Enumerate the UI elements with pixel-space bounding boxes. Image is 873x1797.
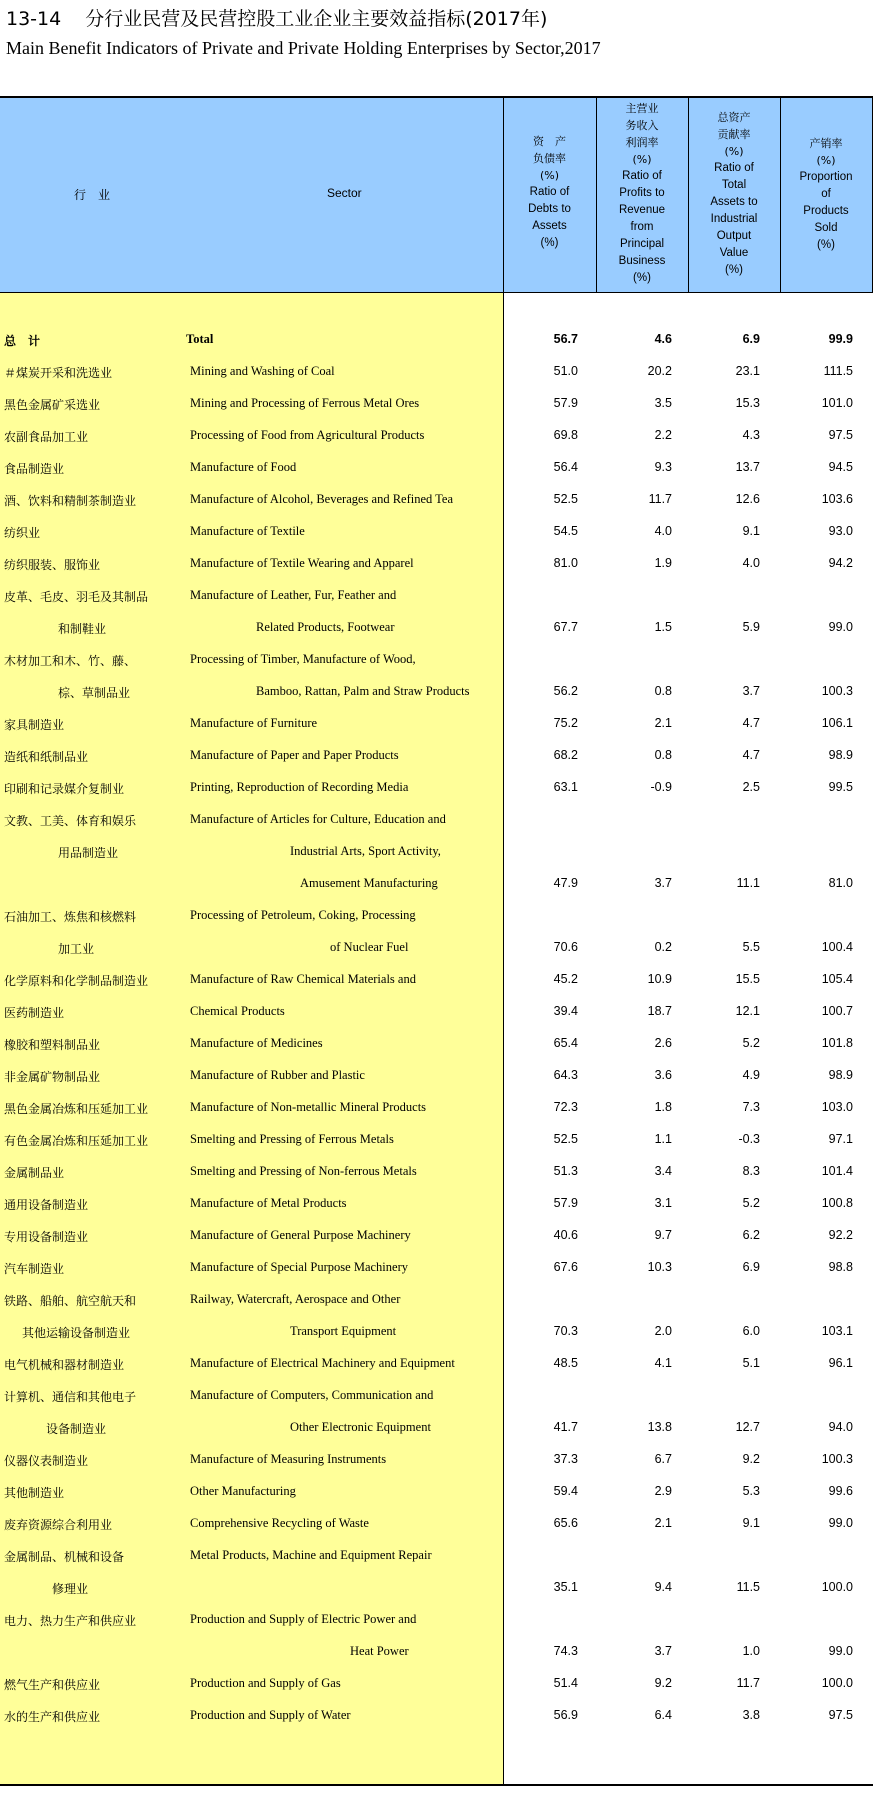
value-cell: 98.9 bbox=[828, 748, 853, 762]
value-cell: 4.1 bbox=[654, 1356, 672, 1370]
sector-name-en: Mining and Washing of Coal bbox=[190, 364, 335, 378]
industry-name-zh: 电力、热力生产和供应业 bbox=[4, 1614, 137, 1628]
value-cell: 0.2 bbox=[654, 940, 672, 954]
value-cell: 12.1 bbox=[735, 1004, 760, 1018]
value-cell: 5.5 bbox=[742, 940, 760, 954]
value-cell: 57.9 bbox=[553, 396, 578, 410]
sector-name-en: Manufacture of Leather, Fur, Feather and bbox=[190, 588, 397, 602]
value-cell: 2.0 bbox=[654, 1324, 672, 1338]
sector-name-en: Manufacture of Measuring Instruments bbox=[190, 1452, 387, 1466]
header-col-zh: 资 产 负债率 (%) bbox=[533, 135, 566, 182]
value-cell: 2.1 bbox=[654, 716, 672, 730]
value-cell: 4.0 bbox=[742, 556, 760, 570]
header-col-zh: 总资产 贡献率 (%) bbox=[717, 111, 751, 158]
header-col-debt-ratio bbox=[503, 133, 596, 252]
industry-name-zh: 医药制造业 bbox=[4, 1006, 65, 1020]
sector-name-en: Manufacture of Metal Products bbox=[190, 1196, 347, 1210]
value-cell: 56.9 bbox=[553, 1708, 578, 1722]
value-cell: 11.5 bbox=[736, 1580, 760, 1594]
value-cell: 2.9 bbox=[654, 1484, 672, 1498]
sector-name-en: Related Products, Footwear bbox=[256, 620, 395, 634]
header-col-zh: 产销率 (%) bbox=[809, 137, 843, 167]
sector-name-en: Smelting and Pressing of Non-ferrous Metals bbox=[190, 1164, 417, 1178]
value-cell: 51.4 bbox=[553, 1676, 578, 1690]
value-cell: 97.5 bbox=[828, 428, 853, 442]
industry-name-zh: 铁路、船舶、航空航天和 bbox=[4, 1294, 137, 1308]
value-cell: 4.3 bbox=[742, 428, 760, 442]
value-cell: 4.7 bbox=[742, 748, 760, 762]
sector-name-en: Manufacture of Furniture bbox=[190, 716, 318, 730]
value-cell: 10.9 bbox=[647, 972, 672, 986]
value-cell: 5.3 bbox=[742, 1484, 760, 1498]
sector-name-en: Processing of Petroleum, Coking, Processing bbox=[190, 908, 416, 922]
industry-name-zh: 橡胶和塑料制品业 bbox=[4, 1038, 101, 1052]
sector-name-en: Manufacture of Medicines bbox=[190, 1036, 323, 1050]
industry-name-zh: 通用设备制造业 bbox=[4, 1198, 89, 1212]
value-cell: 3.6 bbox=[654, 1068, 672, 1082]
value-cell: 4.6 bbox=[654, 332, 672, 346]
sector-name-en: Manufacture of Textile Wearing and Apparel bbox=[190, 556, 414, 570]
sector-name-en: Bamboo, Rattan, Palm and Straw Products bbox=[256, 684, 470, 698]
value-cell: 63.1 bbox=[553, 780, 578, 794]
industry-name-zh: 计算机、通信和其他电子 bbox=[4, 1390, 137, 1404]
value-cell: 75.2 bbox=[553, 716, 578, 730]
value-cell: 81.0 bbox=[553, 556, 578, 570]
value-cell: 1.1 bbox=[654, 1132, 672, 1146]
value-cell: 13.7 bbox=[735, 460, 760, 474]
sector-name-en: Comprehensive Recycling of Waste bbox=[190, 1516, 369, 1530]
sector-name-en: Manufacture of Textile bbox=[190, 524, 305, 538]
value-cell: 15.5 bbox=[735, 972, 760, 986]
industry-name-zh: 皮革、毛皮、羽毛及其制品 bbox=[4, 590, 149, 604]
value-cell: 41.7 bbox=[553, 1420, 578, 1434]
value-cell: 3.1 bbox=[654, 1196, 672, 1210]
sector-name-en: Processing of Food from Agricultural Products bbox=[190, 428, 425, 442]
industry-name-zh: 和制鞋业 bbox=[58, 622, 107, 636]
value-cell: 40.6 bbox=[553, 1228, 578, 1242]
sector-name-en: Manufacture of Alcohol, Beverages and Refined Tea bbox=[190, 492, 454, 506]
value-cell: 18.7 bbox=[647, 1004, 672, 1018]
header-col-en: Proportion of Products Sold (%) bbox=[799, 171, 853, 251]
header-col-en: Ratio of Debts to Assets (%) bbox=[528, 186, 571, 249]
value-cell: 93.0 bbox=[828, 524, 853, 538]
industry-name-zh: 家具制造业 bbox=[4, 718, 65, 732]
industry-name-zh: 印刷和记录媒介复制业 bbox=[4, 782, 125, 796]
value-cell: 99.0 bbox=[828, 620, 853, 634]
value-cell: 103.1 bbox=[821, 1324, 853, 1338]
table-title-en: Main Benefit Indicators of Private and Private Holding Enterprises by Sector,2017 bbox=[6, 38, 601, 58]
value-cell: 70.3 bbox=[553, 1324, 578, 1338]
value-cell: 103.0 bbox=[821, 1100, 853, 1114]
value-cell: 99.6 bbox=[828, 1484, 853, 1498]
value-cell: 7.3 bbox=[742, 1100, 760, 1114]
value-cell: 0.8 bbox=[654, 748, 672, 762]
value-cell: 57.9 bbox=[553, 1196, 578, 1210]
sector-name-en: Railway, Watercraft, Aerospace and Other bbox=[190, 1292, 401, 1306]
header-col-en: Ratio of Total Assets to Industrial Output Value (%) bbox=[710, 162, 758, 276]
value-cell: 100.8 bbox=[821, 1196, 853, 1210]
value-cell: 100.0 bbox=[821, 1580, 853, 1594]
industry-name-zh: 设备制造业 bbox=[46, 1422, 107, 1436]
industry-name-zh: 废弃资源综合利用业 bbox=[4, 1518, 113, 1532]
industry-name-zh: 纺织服装、服饰业 bbox=[4, 558, 101, 572]
sector-name-en: Manufacture of Food bbox=[190, 460, 297, 474]
header-col-profit-ratio bbox=[596, 100, 688, 287]
value-cell: 111.5 bbox=[823, 364, 853, 378]
value-cell: 67.6 bbox=[553, 1260, 578, 1274]
value-cell: 9.7 bbox=[654, 1228, 672, 1242]
value-cell: 9.1 bbox=[742, 1516, 760, 1530]
value-cell: 64.3 bbox=[553, 1068, 578, 1082]
value-cell: 99.0 bbox=[828, 1644, 853, 1658]
value-cell: 48.5 bbox=[553, 1356, 578, 1370]
value-cell: 54.5 bbox=[553, 524, 578, 538]
sector-name-en: Amusement Manufacturing bbox=[300, 876, 438, 890]
industry-name-zh: 专用设备制造业 bbox=[4, 1230, 89, 1244]
sector-name-en: Manufacture of Computers, Communication and bbox=[190, 1388, 434, 1402]
value-cell: 13.8 bbox=[647, 1420, 672, 1434]
value-cell: 9.2 bbox=[742, 1452, 760, 1466]
header-industry-zh: 行 业 bbox=[74, 188, 111, 202]
sector-name-en: Production and Supply of Gas bbox=[190, 1676, 341, 1690]
value-cell: 6.7 bbox=[654, 1452, 672, 1466]
industry-name-zh: 用品制造业 bbox=[58, 846, 119, 860]
value-cell: 56.7 bbox=[553, 332, 578, 346]
sector-name-en: Industrial Arts, Sport Activity, bbox=[290, 844, 441, 858]
value-cell: 37.3 bbox=[553, 1452, 578, 1466]
value-cell: 4.0 bbox=[654, 524, 672, 538]
value-cell: 3.7 bbox=[742, 684, 760, 698]
industry-name-zh: 石油加工、炼焦和核燃料 bbox=[4, 910, 137, 924]
industry-name-zh: 酒、饮料和精制茶制造业 bbox=[4, 494, 137, 508]
value-cell: 3.7 bbox=[654, 1644, 672, 1658]
sector-name-en: Heat Power bbox=[350, 1644, 409, 1658]
value-cell: 5.2 bbox=[742, 1196, 760, 1210]
sector-name-en: Manufacture of Rubber and Plastic bbox=[190, 1068, 365, 1082]
value-cell: 96.1 bbox=[828, 1356, 853, 1370]
value-cell: 2.2 bbox=[654, 428, 672, 442]
value-cell: 101.4 bbox=[821, 1164, 853, 1178]
industry-name-zh: 汽车制造业 bbox=[4, 1262, 65, 1276]
title-zh-text: 分行业民营及民营控股工业企业主要效益指标(2017年) bbox=[85, 8, 548, 30]
sector-name-en: Manufacture of Articles for Culture, Education and bbox=[190, 812, 446, 826]
sector-name-en: Transport Equipment bbox=[290, 1324, 397, 1338]
table-title-zh bbox=[6, 4, 547, 31]
header-col-zh: 主营业 务收入 利润率 (%) bbox=[625, 102, 659, 166]
value-cell: 101.8 bbox=[821, 1036, 853, 1050]
value-cell: 100.3 bbox=[821, 1452, 853, 1466]
value-cell: 6.0 bbox=[742, 1324, 760, 1338]
sector-name-en: Manufacture of Raw Chemical Materials and bbox=[190, 972, 416, 986]
value-cell: 52.5 bbox=[553, 492, 578, 506]
value-cell: 9.1 bbox=[742, 524, 760, 538]
value-cell: 99.9 bbox=[828, 332, 853, 346]
sector-name-en: Manufacture of Paper and Paper Products bbox=[190, 748, 399, 762]
industry-name-zh: 农副食品加工业 bbox=[4, 430, 89, 444]
bottom-rule bbox=[0, 1784, 873, 1786]
sector-name-en: Manufacture of Non-metallic Mineral Products bbox=[190, 1100, 427, 1114]
industry-name-zh: 造纸和纸制品业 bbox=[4, 750, 89, 764]
sector-name-en: Smelting and Pressing of Ferrous Metals bbox=[190, 1132, 394, 1146]
value-cell: 69.8 bbox=[553, 428, 578, 442]
value-cell: 11.7 bbox=[648, 492, 672, 506]
value-cell: 12.6 bbox=[735, 492, 760, 506]
industry-name-zh: 有色金属冶炼和压延加工业 bbox=[4, 1134, 149, 1148]
value-cell: 3.8 bbox=[742, 1708, 760, 1722]
value-cell: 92.2 bbox=[828, 1228, 853, 1242]
value-cell: 3.5 bbox=[654, 396, 672, 410]
industry-name-zh: 其他制造业 bbox=[4, 1486, 65, 1500]
industry-name-zh: 电气机械和器材制造业 bbox=[4, 1358, 125, 1372]
value-cell: 103.6 bbox=[821, 492, 853, 506]
value-cell: 98.9 bbox=[828, 1068, 853, 1082]
value-cell: 3.7 bbox=[654, 876, 672, 890]
value-cell: 100.3 bbox=[821, 684, 853, 698]
value-cell: 6.2 bbox=[742, 1228, 760, 1242]
value-cell: 94.5 bbox=[828, 460, 853, 474]
value-cell: 3.4 bbox=[654, 1164, 672, 1178]
value-cell: 9.3 bbox=[654, 460, 672, 474]
sector-name-en: Manufacture of General Purpose Machinery bbox=[190, 1228, 411, 1242]
industry-name-zh: 燃气生产和供应业 bbox=[4, 1678, 101, 1692]
industry-name-zh: 仪器仪表制造业 bbox=[4, 1454, 89, 1468]
industry-name-zh: 修理业 bbox=[52, 1582, 89, 1596]
value-cell: 2.6 bbox=[654, 1036, 672, 1050]
value-cell: 100.4 bbox=[821, 940, 853, 954]
value-cell: 51.3 bbox=[553, 1164, 578, 1178]
value-cell: 1.9 bbox=[654, 556, 672, 570]
value-cell: 11.1 bbox=[736, 876, 760, 890]
value-cell: 23.1 bbox=[735, 364, 760, 378]
header-col-sales-ratio bbox=[780, 135, 872, 254]
value-cell: 65.4 bbox=[553, 1036, 578, 1050]
value-cell: -0.9 bbox=[650, 780, 672, 794]
header-sector-en: Sector bbox=[327, 186, 362, 200]
value-cell: 97.1 bbox=[828, 1132, 853, 1146]
value-cell: 99.5 bbox=[828, 780, 853, 794]
value-cell: 9.2 bbox=[654, 1676, 672, 1690]
value-cell: 68.2 bbox=[553, 748, 578, 762]
value-cell: 51.0 bbox=[553, 364, 578, 378]
value-cell: 9.4 bbox=[654, 1580, 672, 1594]
industry-name-zh: 化学原料和化学制品制造业 bbox=[4, 974, 149, 988]
value-cell: 45.2 bbox=[553, 972, 578, 986]
value-cell: 74.3 bbox=[553, 1644, 578, 1658]
value-cell: 5.1 bbox=[742, 1356, 760, 1370]
header-col-asset-contribution bbox=[688, 109, 780, 279]
industry-name-zh: 水的生产和供应业 bbox=[4, 1710, 101, 1724]
industry-name-zh: 食品制造业 bbox=[4, 462, 65, 476]
value-cell: 56.4 bbox=[553, 460, 578, 474]
value-cell: 6.4 bbox=[654, 1708, 672, 1722]
industry-name-zh: 文教、工美、体育和娱乐 bbox=[4, 814, 137, 828]
value-cell: 98.8 bbox=[828, 1260, 853, 1274]
value-cell: 6.9 bbox=[742, 1260, 760, 1274]
value-cell: 65.6 bbox=[553, 1516, 578, 1530]
value-cell: 105.4 bbox=[821, 972, 853, 986]
value-cell: 35.1 bbox=[553, 1580, 578, 1594]
value-cell: 20.2 bbox=[647, 364, 672, 378]
value-cell: 47.9 bbox=[553, 876, 578, 890]
sector-name-en: Chemical Products bbox=[190, 1004, 285, 1018]
industry-name-zh: 木材加工和木、竹、藤、 bbox=[4, 654, 137, 668]
value-cell: 100.0 bbox=[821, 1676, 853, 1690]
sector-name-en: Other Electronic Equipment bbox=[290, 1420, 431, 1434]
sector-name-en: Manufacture of Electrical Machinery and Equipment bbox=[190, 1356, 455, 1370]
value-cell: 70.6 bbox=[553, 940, 578, 954]
value-cell: 101.0 bbox=[821, 396, 853, 410]
industry-name-zh: 黑色金属矿采选业 bbox=[4, 398, 101, 412]
value-cell: 1.8 bbox=[654, 1100, 672, 1114]
value-cell: 81.0 bbox=[828, 876, 853, 890]
value-cell: 5.2 bbox=[742, 1036, 760, 1050]
value-cell: 0.8 bbox=[654, 684, 672, 698]
industry-name-zh: 棕、草制品业 bbox=[58, 686, 131, 700]
value-cell: 12.7 bbox=[735, 1420, 760, 1434]
value-cell: 1.0 bbox=[742, 1644, 760, 1658]
sector-name-en: Metal Products, Machine and Equipment Repair bbox=[190, 1548, 432, 1562]
sector-name-en: Manufacture of Special Purpose Machinery bbox=[190, 1260, 408, 1274]
value-cell: -0.3 bbox=[738, 1132, 760, 1146]
industry-name-zh: 非金属矿物制品业 bbox=[4, 1070, 101, 1084]
value-cell: 56.2 bbox=[553, 684, 578, 698]
sector-name-en: Other Manufacturing bbox=[190, 1484, 296, 1498]
industry-name-zh: 黑色金属冶炼和压延加工业 bbox=[4, 1102, 149, 1116]
header-rule bbox=[0, 292, 873, 293]
industry-name-zh: 其他运输设备制造业 bbox=[22, 1326, 131, 1340]
sector-name-en: of Nuclear Fuel bbox=[330, 940, 409, 954]
industry-name-zh: 金属制品业 bbox=[4, 1166, 65, 1180]
value-cell: 94.0 bbox=[828, 1420, 853, 1434]
industry-name-zh: 纺织业 bbox=[4, 526, 41, 540]
header-col-en: Ratio of Profits to Revenue from Principal Business (%) bbox=[618, 170, 666, 284]
value-cell: 39.4 bbox=[553, 1004, 578, 1018]
value-cell: 8.3 bbox=[742, 1164, 760, 1178]
value-cell: 10.3 bbox=[647, 1260, 672, 1274]
sector-name-en: Mining and Processing of Ferrous Metal Ores bbox=[190, 396, 420, 410]
table-number: 13-14 bbox=[6, 8, 62, 30]
value-cell: 52.5 bbox=[553, 1132, 578, 1146]
value-cell: 2.5 bbox=[742, 780, 760, 794]
value-cell: 1.5 bbox=[654, 620, 672, 634]
value-cell: 4.9 bbox=[742, 1068, 760, 1082]
value-cell: 100.7 bbox=[821, 1004, 853, 1018]
value-cell: 72.3 bbox=[553, 1100, 578, 1114]
value-cell: 67.7 bbox=[553, 620, 578, 634]
value-cell: 6.9 bbox=[742, 332, 760, 346]
sector-name-en: Total bbox=[186, 332, 214, 346]
value-cell: 2.1 bbox=[654, 1516, 672, 1530]
value-cell: 11.7 bbox=[736, 1676, 760, 1690]
value-cell: 4.7 bbox=[742, 716, 760, 730]
value-cell: 59.4 bbox=[553, 1484, 578, 1498]
value-cell: 5.9 bbox=[742, 620, 760, 634]
value-cell: 97.5 bbox=[828, 1708, 853, 1722]
sector-name-en: Processing of Timber, Manufacture of Wood, bbox=[190, 652, 416, 666]
value-cell: 106.1 bbox=[821, 716, 853, 730]
industry-name-zh: 加工业 bbox=[58, 942, 95, 956]
industry-name-zh: 金属制品、机械和设备 bbox=[4, 1550, 125, 1564]
sector-name-en: Production and Supply of Electric Power and bbox=[190, 1612, 417, 1626]
value-cell: 94.2 bbox=[828, 556, 853, 570]
sector-name-en: Printing, Reproduction of Recording Media bbox=[190, 780, 409, 794]
value-cell: 15.3 bbox=[735, 396, 760, 410]
sector-name-en: Production and Supply of Water bbox=[190, 1708, 351, 1722]
value-cell: 99.0 bbox=[828, 1516, 853, 1530]
industry-name-zh: ＃煤炭开采和洗选业 bbox=[4, 366, 113, 380]
industry-name-zh: 总 计 bbox=[4, 334, 41, 348]
